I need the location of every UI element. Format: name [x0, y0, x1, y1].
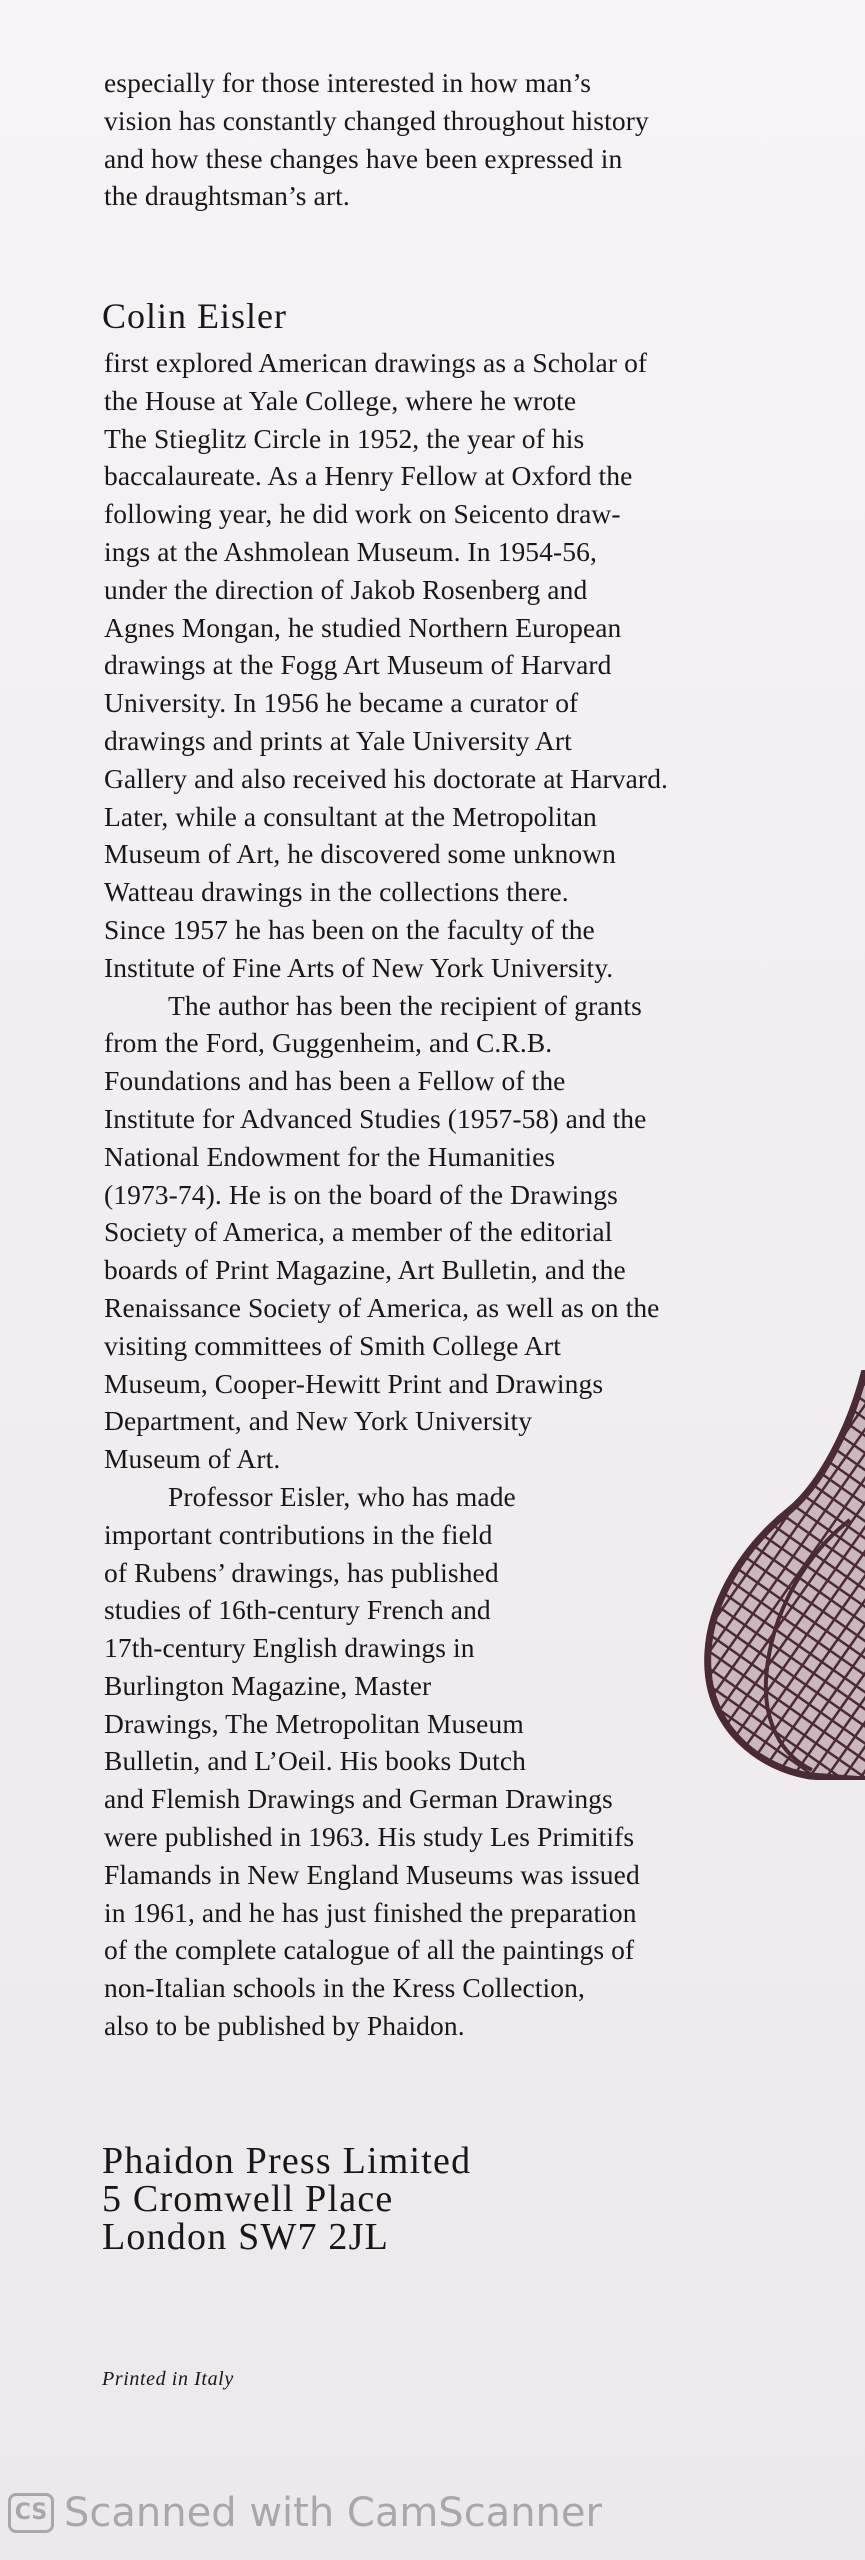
text-line: Drawings, The Metropolitan Museum: [104, 1707, 524, 1739]
publisher-line: London SW7 2JL: [102, 2216, 390, 2258]
text-line: Society of America, a member of the editorial: [104, 1216, 613, 1248]
text-line: drawings at the Fogg Art Museum of Harvard: [104, 649, 612, 681]
publisher-line: 5 Cromwell Place: [102, 2178, 394, 2220]
text-line: vision has constantly changed throughout history: [104, 104, 649, 136]
text-line: under the direction of Jakob Rosenberg and: [104, 573, 588, 605]
text-line: 17th-century English drawings in: [104, 1632, 475, 1664]
text-line: The author has been the recipient of grants: [168, 989, 642, 1021]
text-line: Later, while a consultant at the Metropolitan: [104, 800, 597, 832]
text-line: important contributions in the field: [104, 1518, 493, 1550]
text-line: Watteau drawings in the collections there.: [104, 876, 569, 908]
text-line: from the Ford, Guggenheim, and C.R.B.: [104, 1027, 553, 1059]
text-line: Burlington Magazine, Master: [104, 1669, 432, 1701]
text-line: also to be published by Phaidon.: [104, 2010, 465, 2042]
text-line: The Stieglitz Circle in 1952, the year of his: [104, 422, 585, 454]
text-line: drawings and prints at Yale University Art: [104, 724, 572, 756]
camscanner-logo-icon: CS: [8, 2493, 54, 2533]
text-line: Gallery and also received his doctorate at Harvard.: [104, 762, 669, 794]
basket-illustration: [700, 1370, 865, 1780]
text-line: the House at Yale College, where he wrote: [104, 384, 577, 416]
text-line: in 1961, and he has just finished the preparation: [104, 1896, 637, 1928]
text-line: non-Italian schools in the Kress Collection,: [104, 1972, 585, 2004]
text-line: first explored American drawings as a Scholar of: [104, 347, 648, 378]
printed-in-note: Printed in Italy: [102, 2368, 234, 2390]
text-line: Museum of Art, he discovered some unknown: [104, 838, 617, 870]
text-line: were published in 1963. His study Les Primitifs: [104, 1821, 635, 1853]
text-line: Professor Eisler, who has made: [168, 1480, 516, 1512]
text-line: of the complete catalogue of all the paintings of: [104, 1934, 635, 1966]
text-line: visiting committees of Smith College Art: [104, 1329, 561, 1361]
publisher-address: [102, 2142, 471, 2256]
text-line: and Flemish Drawings and German Drawings: [104, 1783, 613, 1815]
biography-text: [104, 344, 764, 2045]
text-line: especially for those interested in how man’s: [104, 67, 592, 98]
watermark-text: Scanned with CamScanner: [64, 2490, 602, 2536]
text-line: Department, and New York University: [104, 1405, 533, 1437]
text-line: University. In 1956 he became a curator of: [104, 687, 579, 719]
text-line: following year, he did work on Seicento draw-: [104, 498, 621, 530]
text-line: and how these changes have been expressed in: [104, 142, 623, 174]
text-line: Bulletin, and L’Oeil. His books Dutch: [104, 1745, 527, 1777]
author-name-heading: Colin Eisler: [102, 296, 287, 336]
text-line: Museum, Cooper-Hewitt Print and Drawings: [104, 1367, 604, 1399]
text-line: the draughtsman’s art.: [104, 180, 350, 212]
text-line: Institute for Advanced Studies (1957-58) and the: [104, 1102, 647, 1134]
text-line: National Endowment for the Humanities: [104, 1140, 556, 1172]
text-line: Since 1957 he has been on the faculty of the: [104, 913, 595, 945]
text-line: Agnes Mongan, he studied Northern European: [104, 611, 622, 643]
scanner-watermark: [8, 2488, 602, 2538]
text-line: Renaissance Society of America, as well as on the: [104, 1291, 660, 1323]
text-line: Institute of Fine Arts of New York University.: [104, 951, 614, 983]
text-line: Foundations and has been a Fellow of the: [104, 1065, 566, 1097]
publisher-line: Phaidon Press Limited: [102, 2140, 472, 2182]
text-line: ings at the Ashmolean Museum. In 1954-56,: [104, 535, 597, 567]
intro-paragraph: [104, 64, 764, 215]
text-line: Museum of Art.: [104, 1443, 281, 1475]
text-line: baccalaureate. As a Henry Fellow at Oxford the: [104, 460, 633, 492]
text-line: (1973-74). He is on the board of the Drawings: [104, 1178, 618, 1210]
text-line: boards of Print Magazine, Art Bulletin, and the: [104, 1254, 626, 1286]
text-line: of Rubens’ drawings, has published: [104, 1556, 499, 1588]
text-line: studies of 16th-century French and: [104, 1594, 491, 1626]
text-line: Flamands in New England Museums was issued: [104, 1858, 640, 1890]
